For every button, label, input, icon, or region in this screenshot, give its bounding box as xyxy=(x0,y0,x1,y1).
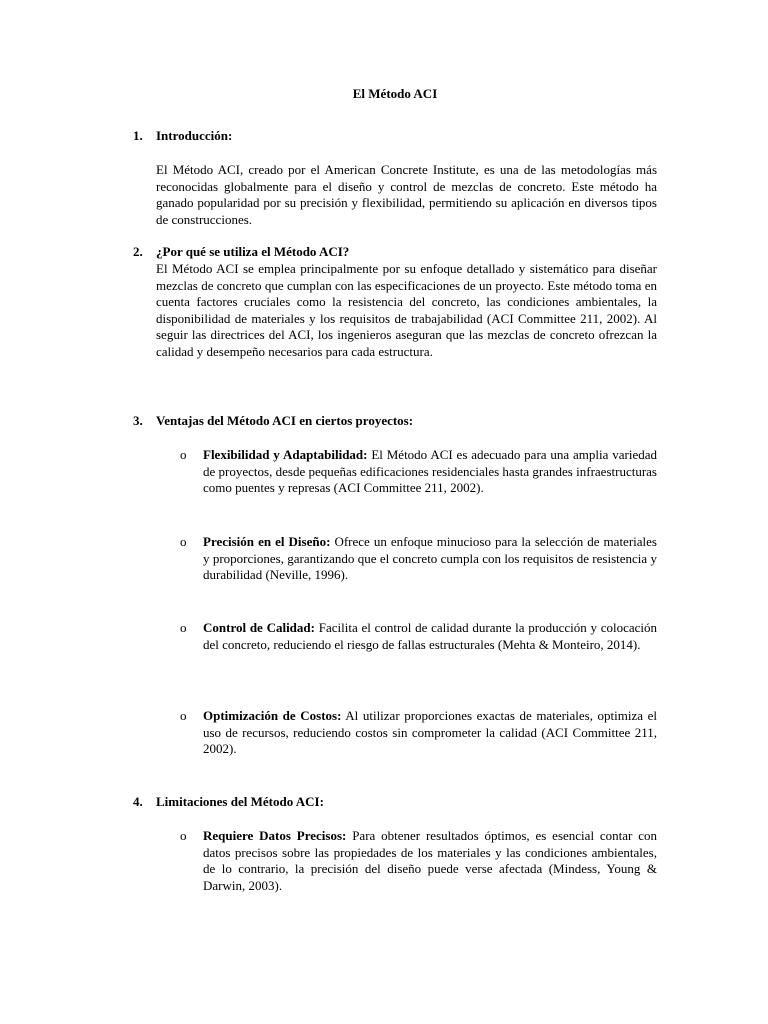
list-item-term: Optimización de Costos: xyxy=(203,708,342,723)
section-number: 2. xyxy=(133,244,143,259)
list-item-datos-precisos xyxy=(180,828,657,894)
bullet-marker: o xyxy=(180,620,187,635)
section-heading-por-que xyxy=(133,244,349,261)
section-number: 3. xyxy=(133,413,143,428)
section-number: 4. xyxy=(133,794,143,809)
bullet-marker: o xyxy=(180,447,187,462)
list-item-description: Ofrece un enfoque minucioso para la selección de materiales y proporciones, garantizando que el concreto cumpla con los requisitos de resistencia y durabilidad (Neville, 1996). xyxy=(203,534,657,582)
list-item-text xyxy=(203,828,657,894)
list-item-precision xyxy=(180,534,657,584)
list-item-description: Para obtener resultados óptimos, es esencial contar con datos precisos sobre las propiedades de los materiales y las condiciones ambientales, de lo contrario, la precisión del diseño puede verse afectada (Mindess, Young & Darwin, 2003). xyxy=(203,828,657,893)
section-title: Introducción: xyxy=(156,128,233,143)
section-paragraph-por-que: El Método ACI se emplea principalmente por su enfoque detallado y sistemático para diseñar mezclas de concreto que cumplan con las especificaciones de un proyecto. Este método toma en cuenta factores cruciales como la resistencia del concreto, las condiciones ambientales, la disponibilidad de materiales y los requisitos de trabajabilidad (ACI Committee 211, 2002). Al seguir las directrices del ACI, los ingenieros aseguran que las mezclas de concreto ofrezcan la calidad y desempeño necesarios para cada estructura. xyxy=(156,261,657,359)
section-number: 1. xyxy=(133,128,143,143)
section-title: Limitaciones del Método ACI: xyxy=(156,794,324,809)
section-heading-introduccion xyxy=(133,128,232,145)
list-item-term: Flexibilidad y Adaptabilidad: xyxy=(203,447,368,462)
list-item-text xyxy=(203,708,657,758)
section-heading-ventajas xyxy=(133,413,413,430)
list-item-description: Facilita el control de calidad durante la producción y colocación del concreto, reduciendo el riesgo de fallas estructurales (Mehta & Monteiro, 2014). xyxy=(203,620,657,652)
list-item-optimizacion xyxy=(180,708,657,758)
list-item-term: Control de Calidad: xyxy=(203,620,315,635)
section-title: ¿Por qué se utiliza el Método ACI? xyxy=(156,244,350,259)
list-item-text xyxy=(203,620,657,653)
section-title: Ventajas del Método ACI en ciertos proyectos: xyxy=(156,413,414,428)
section-heading-limitaciones xyxy=(133,794,324,811)
list-item-term: Precisión en el Diseño: xyxy=(203,534,331,549)
list-item-term: Requiere Datos Precisos: xyxy=(203,828,347,843)
list-item-control-calidad xyxy=(180,620,657,653)
section-paragraph-introduccion: El Método ACI, creado por el American Concrete Institute, es una de las metodologías más reconocidas globalmente para el diseño y control de mezclas de concreto. Este método ha ganado popularidad por su precisión y flexibilidad, permitiendo su aplicación en diversos tipos de construcciones. xyxy=(156,162,657,227)
list-item-description: El Método ACI es adecuado para una amplia variedad de proyectos, desde pequeñas edificaciones residenciales hasta grandes infraestructuras como puentes y represas (ACI Committee 211, 2002). xyxy=(203,447,657,495)
list-item-flexibilidad xyxy=(180,447,657,497)
bullet-marker: o xyxy=(180,534,187,549)
document-title: El Método ACI xyxy=(352,86,438,101)
bullet-marker: o xyxy=(180,828,187,843)
list-item-text xyxy=(203,534,657,584)
list-item-description: Al utilizar proporciones exactas de materiales, optimiza el uso de recursos, reduciendo costos sin comprometer la calidad (ACI Committee 211, 2002). xyxy=(203,708,657,756)
bullet-marker: o xyxy=(180,708,187,723)
list-item-text xyxy=(203,447,657,497)
